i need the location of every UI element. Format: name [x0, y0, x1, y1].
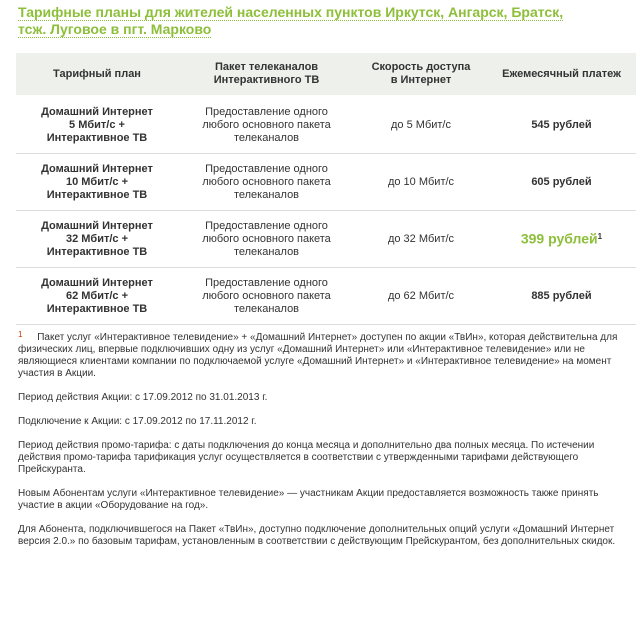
cell-package: Предоставление одного любого основного пакета телеканалов — [178, 154, 355, 211]
promo-price: 399 рублей — [520, 230, 598, 247]
header-plan: Тарифный план — [16, 53, 178, 97]
cell-speed: до 5 Мбит/с — [355, 97, 487, 154]
promo-period: Период действия Акции: с 17.09.2012 по 31.01.2013 г. — [18, 392, 268, 403]
cell-package: Предоставление одного любого основного пакета телеканалов — [178, 268, 355, 325]
connection-period: Подключение к Акции: с 17.09.2012 по 17.11.2012 г. — [18, 416, 257, 427]
header-speed: Скорость доступа в Интернет — [355, 53, 487, 97]
title-line-2[interactable]: тсж. Луговое в пгт. Марково — [18, 21, 212, 37]
cell-price: 885 рублей — [487, 268, 636, 325]
equipment-offer: Новым Абонентам услуги «Интерактивное телевидение» — участникам Акции предоставляется возможность также принять участие в акции «Оборудование на год». — [18, 488, 599, 511]
table-row — [16, 211, 636, 268]
cell-package: Предоставление одного любого основного пакета телеканалов — [178, 97, 355, 154]
promo-tariff-period: Период действия промо-тарифа: с даты подключения до конца месяца и дополнительно два полных месяца. По истечении действия промо-тарифа тарификация услуг осуществляется в соответствии с утвержденными тарифами действующего Прейскуранта. — [18, 440, 595, 475]
header-monthly-payment: Ежемесячный платеж — [487, 53, 636, 97]
page-title[interactable] — [18, 4, 578, 38]
table-row — [16, 154, 636, 211]
footnote-text: Пакет услуг «Интерактивное телевидение» + «Домашний Интернет» доступен по акции «ТвИн», которая действительна для физических лиц, впервые подключивших одну из услуг «Домашний Интернет» или «Интерактивное телевидение» или не являющиеся клиентами компании по подключаемой услуге «Домашний Интернет» и «Интерактивное телевидение» на момент участия в Акции. — [18, 332, 618, 379]
header-package: Пакет телеканалов Интерактивного ТВ — [178, 53, 355, 97]
cell-price: 545 рублей — [487, 97, 636, 154]
cell-plan: Домашний Интернет 5 Мбит/с + Интерактивное ТВ — [16, 97, 178, 154]
cell-plan: Домашний Интернет 32 Мбит/с + Интерактивное ТВ — [16, 211, 178, 268]
footnote — [18, 332, 618, 380]
cell-plan: Домашний Интернет 10 Мбит/с + Интерактивное ТВ — [16, 154, 178, 211]
cell-price-promo — [487, 211, 636, 268]
cell-plan: Домашний Интернет 62 Мбит/с + Интерактивное ТВ — [16, 268, 178, 325]
cell-speed: до 10 Мбит/с — [355, 154, 487, 211]
table-header-row — [16, 53, 636, 97]
title-line-1[interactable]: Тарифные планы для жителей населенных пунктов Иркутск, Ангарск, Братск, — [18, 4, 564, 20]
notes-section — [18, 332, 618, 560]
cell-price: 605 рублей — [487, 154, 636, 211]
price-footnote-mark: 1 — [597, 232, 603, 242]
table-row — [16, 97, 636, 154]
footnote-mark: 1 — [18, 330, 23, 339]
cell-speed: до 32 Мбит/с — [355, 211, 487, 268]
extra-options-note: Для Абонента, подключившегося на Пакет «ТвИн», доступно подключение дополнительных опций услуги «Домашний Интернет версия 2.0.» по базовым тарифам, установленным в соответствии с действующим Прейскурантом, без дополнительных скидок. — [18, 524, 616, 547]
table-row — [16, 268, 636, 325]
tariff-table — [16, 53, 636, 325]
cell-package: Предоставление одного любого основного пакета телеканалов — [178, 211, 355, 268]
cell-speed: до 62 Мбит/с — [355, 268, 487, 325]
